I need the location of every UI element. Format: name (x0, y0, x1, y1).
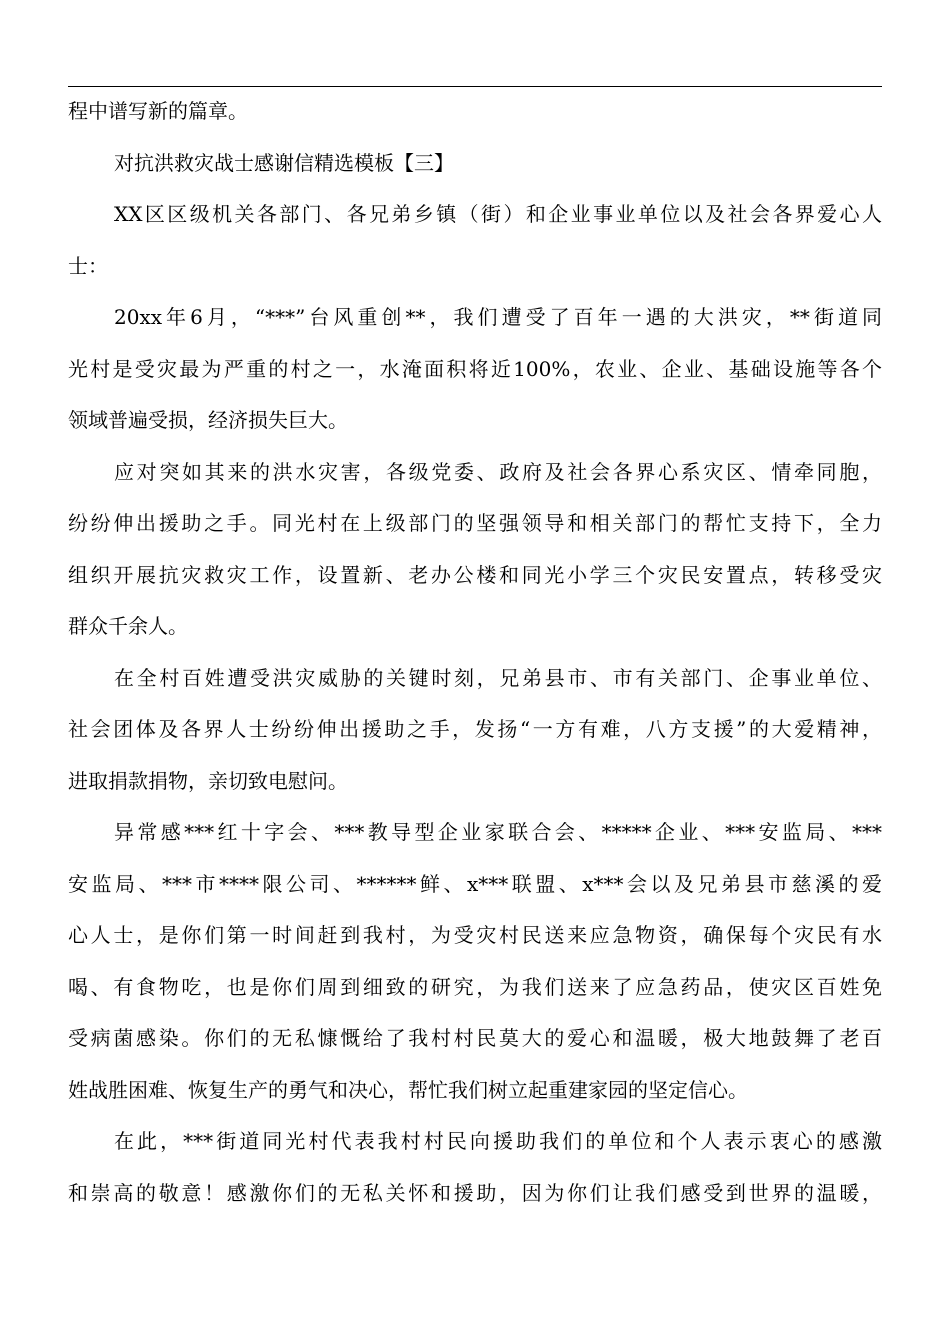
header-rule (68, 86, 882, 87)
text-line: 异常感***红十字会、***教导型企业家联合会、*****企业、***安监局、*** (114, 820, 882, 844)
text-line: 群众千余人。 (68, 614, 188, 638)
text-line: 社会团体及各界人士纷纷伸出援助之手，发扬“一方有难，八方支援”的大爱精神， (68, 717, 882, 741)
text-line: 纷纷伸出援助之手。同光村在上级部门的坚强领导和相关部门的帮忙支持下，全力 (68, 511, 882, 535)
text-line: 士： (68, 253, 108, 278)
text-line: 在此，***街道同光村代表我村村民向援助我们的单位和个人表示衷心的感激 (114, 1129, 882, 1153)
text-line: 组织开展抗灾救灾工作，设置新、老办公楼和同光小学三个灾民安置点，转移受灾 (68, 562, 882, 587)
text-line: 安监局、***市****限公司、******鲜、x***联盟、x***会以及兄弟县市慈溪的爱 (68, 871, 882, 896)
text-line: 在全村百姓遭受洪灾威胁的关键时刻，兄弟县市、市有关部门、企事业单位、 (114, 665, 882, 690)
text-line: 受病菌感染。你们的无私慷慨给了我村村民莫大的爱心和温暖，极大地鼓舞了老百 (68, 1026, 882, 1050)
text-line: XX区区级机关各部门、各兄弟乡镇（街）和企业事业单位以及社会各界爱心人 (114, 202, 882, 226)
text-line: 进取捐款捐物，亲切致电慰问。 (68, 768, 348, 793)
text-line: 应对突如其来的洪水灾害，各级党委、政府及社会各界心系灾区、情牵同胞， (114, 459, 882, 484)
text-line: 20xx年6月，“***”台风重创**，我们遭受了百年一遇的大洪灾，**街道同 (114, 305, 882, 329)
text-line: 喝、有食物吃，也是你们周到细致的研究，为我们送来了应急药品，使灾区百姓免 (68, 974, 882, 999)
text-line: 光村是受灾最为严重的村之一，水淹面积将近100%，农业、企业、基础设施等各个 (68, 356, 882, 381)
text-line: 程中谱写新的篇章。 (68, 99, 248, 123)
text-line: 姓战胜困难、恢复生产的勇气和决心，帮忙我们树立起重建家园的坚定信心。 (68, 1077, 748, 1102)
section-heading: 对抗洪救灾战士感谢信精选模板【三】 (114, 150, 454, 175)
text-line: 心人士，是你们第一时间赶到我村，为受灾村民送来应急物资，确保每个灾民有水 (68, 923, 882, 947)
text-line: 和崇高的敬意！感激你们的无私关怀和援助，因为你们让我们感受到世界的温暖， (68, 1180, 882, 1205)
text-line: 领域普遍受损，经济损失巨大。 (68, 408, 348, 432)
document-body (68, 90, 882, 1223)
